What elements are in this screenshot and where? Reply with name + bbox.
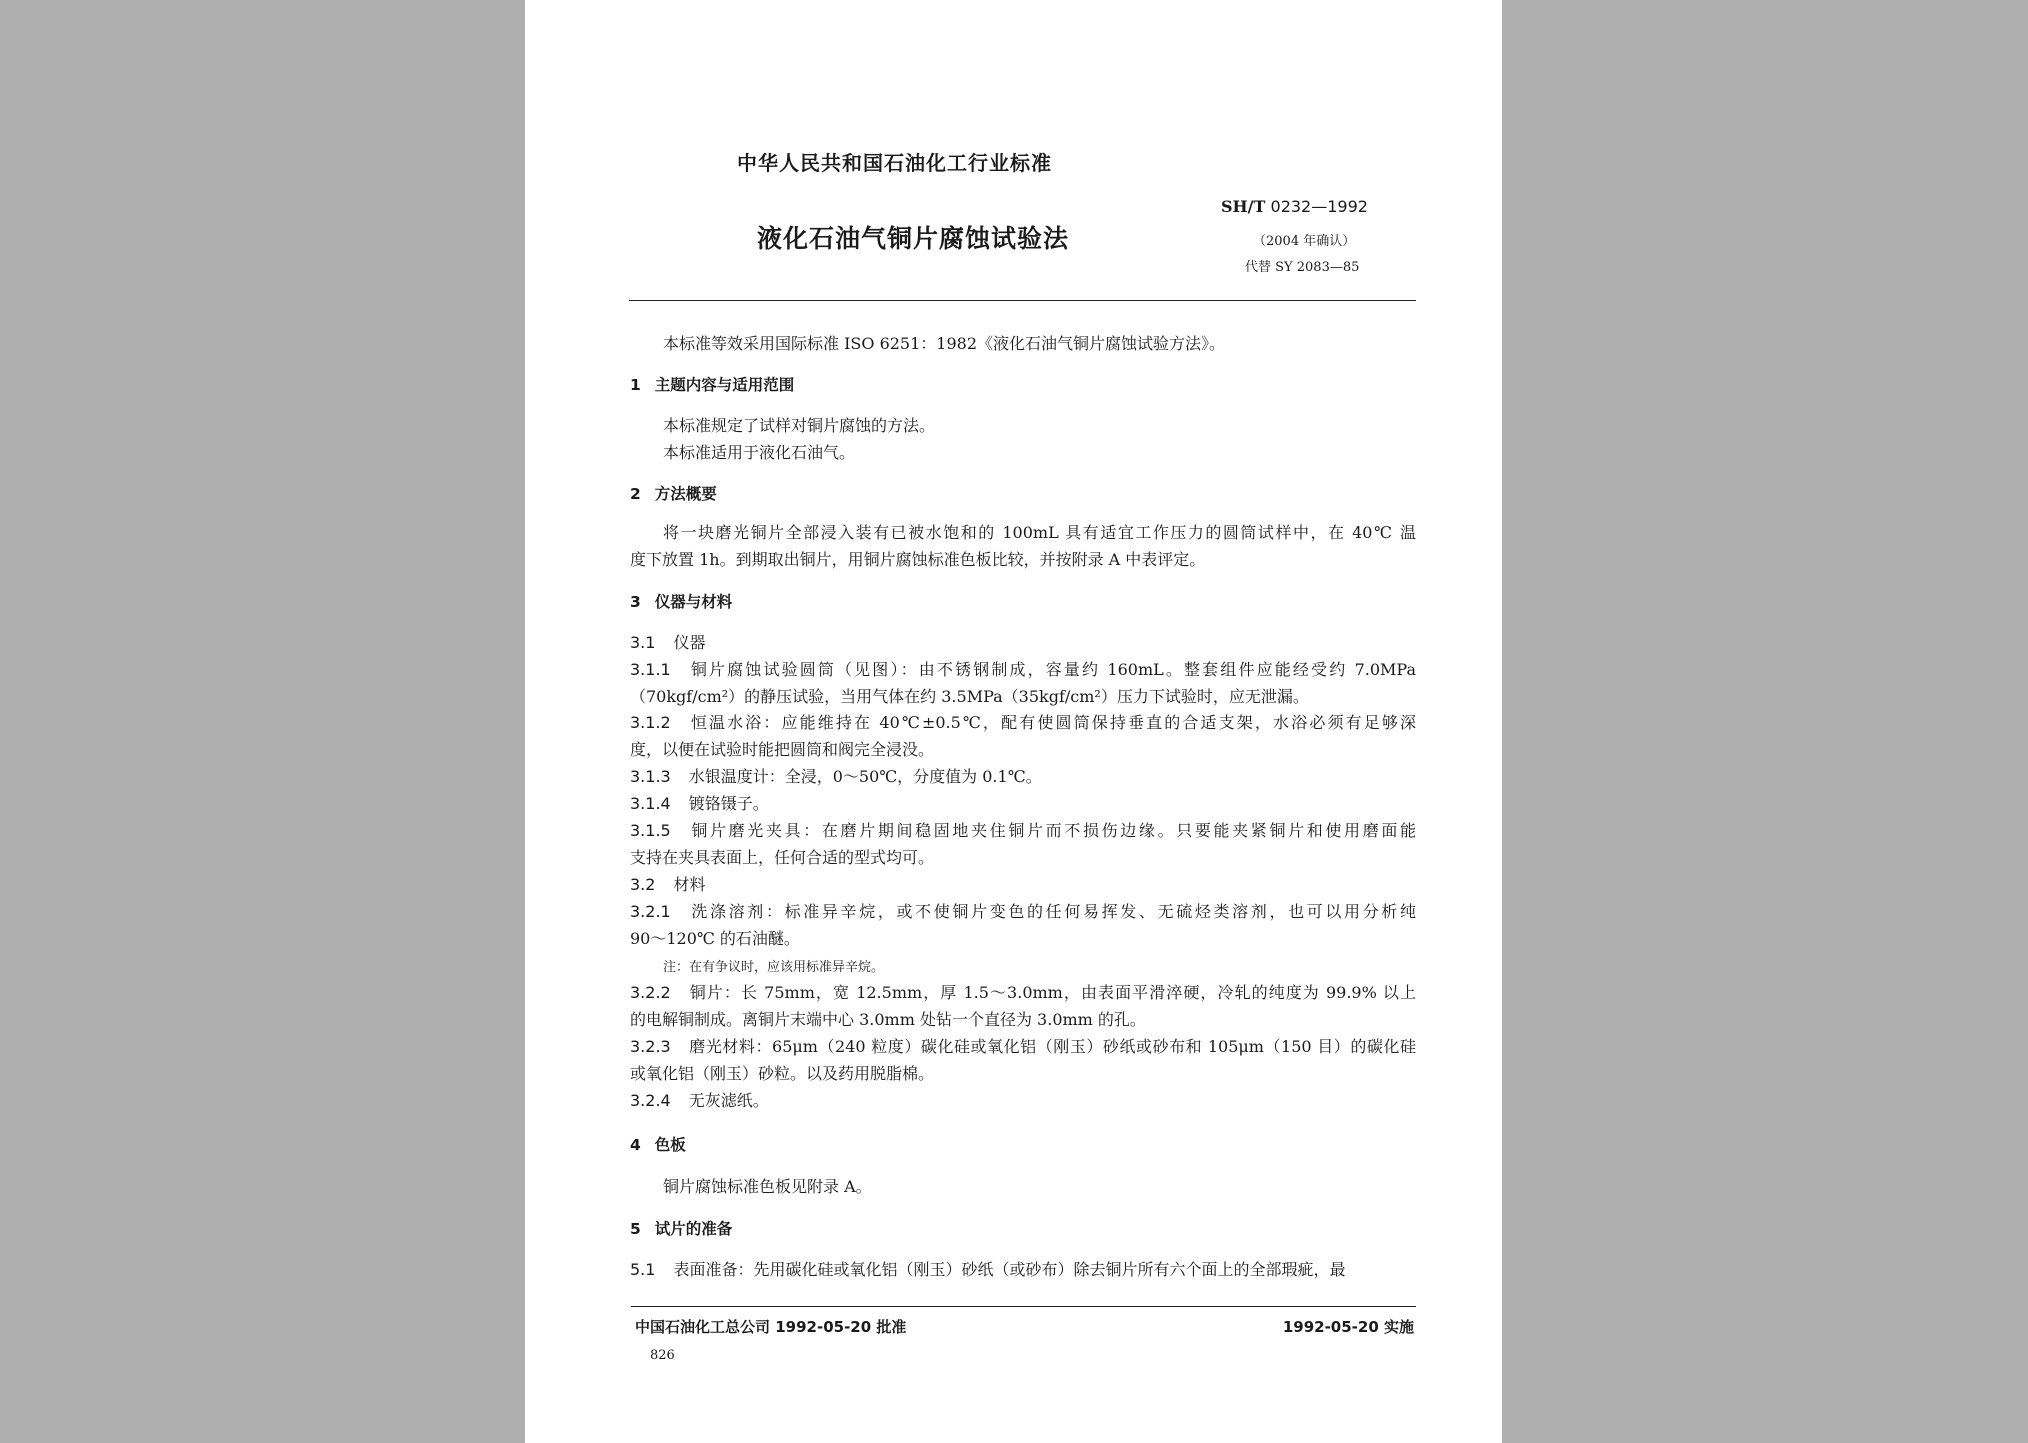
- issuing-organization: 中华人民共和国石油化工行业标准: [737, 151, 1052, 175]
- clause-3-2-1-line-2: 90～120℃ 的石油醚。: [630, 929, 800, 948]
- clause-3-1-2-line-1: 3.1.2 恒温水浴：应能维持在 40℃±0.5℃，配有使圆筒保持垂直的合适支架，水浴必须有足够深: [630, 713, 1416, 732]
- section-1-paragraph-2: 本标准适用于液化石油气。: [663, 443, 856, 462]
- clause-3-2-3-line-2: 或氧化铝（刚玉）砂粒。以及药用脱脂棉。: [630, 1064, 935, 1083]
- clause-3-1-5-line-2: 支持在夹具表面上，任何合适的型式均可。: [630, 848, 935, 867]
- clause-3-2-2-line-2: 的电解铜制成。离铜片末端中心 3.0mm 处钻一个直径为 3.0mm 的孔。: [630, 1010, 1146, 1029]
- clause-3-2: 3.2 材料: [630, 875, 706, 894]
- section-4-paragraph: 铜片腐蚀标准色板见附录 A。: [663, 1177, 872, 1196]
- clause-3-1-1-line-1: 3.1.1 铜片腐蚀试验圆筒（见图）：由不锈钢制成，容量约 160mL。整套组件应能经受约 7.0MPa: [630, 660, 1416, 679]
- clause-3-2-3-line-1: 3.2.3 磨光材料：65μm（240 粒度）碳化硅或氧化铝（刚玉）砂纸或砂布和 105μm（150 目）的碳化硅: [630, 1037, 1416, 1056]
- clause-3-2-2-line-1: 3.2.2 铜片：长 75mm，宽 12.5mm，厚 1.5～3.0mm，由表面平滑淬硬，冷轧的纯度为 99.9% 以上: [630, 983, 1416, 1002]
- clause-3-1-5-line-1: 3.1.5 铜片磨光夹具：在磨片期间稳固地夹住铜片而不损伤边缘。只要能夹紧铜片和使用磨面能: [630, 821, 1416, 840]
- section-4-heading: 4 色板: [630, 1136, 686, 1154]
- intro-paragraph: 本标准等效采用国际标准 ISO 6251：1982《液化石油气铜片腐蚀试验方法》。: [663, 334, 1226, 353]
- standard-number: SH/T 0232—1992: [1221, 197, 1368, 216]
- section-2-line-2: 度下放置 1h。到期取出铜片，用铜片腐蚀标准色板比较，并按附录 A 中表评定。: [630, 550, 1206, 569]
- replaces-note: 代替 SY 2083—85: [1245, 260, 1360, 275]
- page-number: 826: [650, 1348, 675, 1363]
- standard-code: SH/T: [1221, 197, 1266, 216]
- section-3-heading: 3 仪器与材料: [630, 593, 733, 611]
- clause-3-1-1-line-2: （70kgf/cm²）的静压试验，当用气体在约 3.5MPa（35kgf/cm²）压力下试验时，应无泄漏。: [630, 687, 1309, 706]
- clause-3-2-4: 3.2.4 无灰滤纸。: [630, 1091, 769, 1110]
- section-5-heading: 5 试片的准备: [630, 1220, 733, 1238]
- clause-3-1-4: 3.1.4 镀铬镊子。: [630, 794, 769, 813]
- clause-3-2-1-note: 注：在有争议时，应该用标准异辛烷。: [663, 960, 885, 975]
- clause-3-1-2-line-2: 度，以便在试验时能把圆筒和阀完全浸没。: [630, 740, 935, 759]
- implementation-date: 1992-05-20 实施: [1282, 1318, 1414, 1336]
- clause-3-1-3: 3.1.3 水银温度计：全浸，0～50℃，分度值为 0.1℃。: [630, 767, 1042, 786]
- clause-3-2-1-line-1: 3.2.1 洗涤溶剂：标准异辛烷，或不使铜片变色的任何易挥发、无硫烃类溶剂，也可以用分析纯: [630, 902, 1416, 921]
- section-2-line-1: 将一块磨光铜片全部浸入装有已被水饱和的 100mL 具有适宜工作压力的圆筒试样中，在 40℃ 温: [663, 523, 1416, 542]
- clause-5-1: 5.1 表面准备：先用碳化硅或氧化铝（刚玉）砂纸（或砂布）除去铜片所有六个面上的全部瑕疵，最: [630, 1260, 1346, 1279]
- section-2-heading: 2 方法概要: [630, 485, 717, 503]
- confirmation-note: （2004 年确认）: [1253, 234, 1356, 249]
- footer-divider: [631, 1306, 1416, 1307]
- approval-statement: 中国石油化工总公司 1992-05-20 批准: [635, 1318, 907, 1336]
- document-title: 液化石油气铜片腐蚀试验法: [757, 224, 1070, 253]
- header-divider: [629, 300, 1416, 301]
- section-1-paragraph-1: 本标准规定了试样对铜片腐蚀的方法。: [663, 416, 936, 435]
- section-1-heading: 1 主题内容与适用范围: [630, 376, 795, 394]
- document-page: [525, 0, 1502, 1443]
- clause-3-1: 3.1 仪器: [630, 633, 706, 652]
